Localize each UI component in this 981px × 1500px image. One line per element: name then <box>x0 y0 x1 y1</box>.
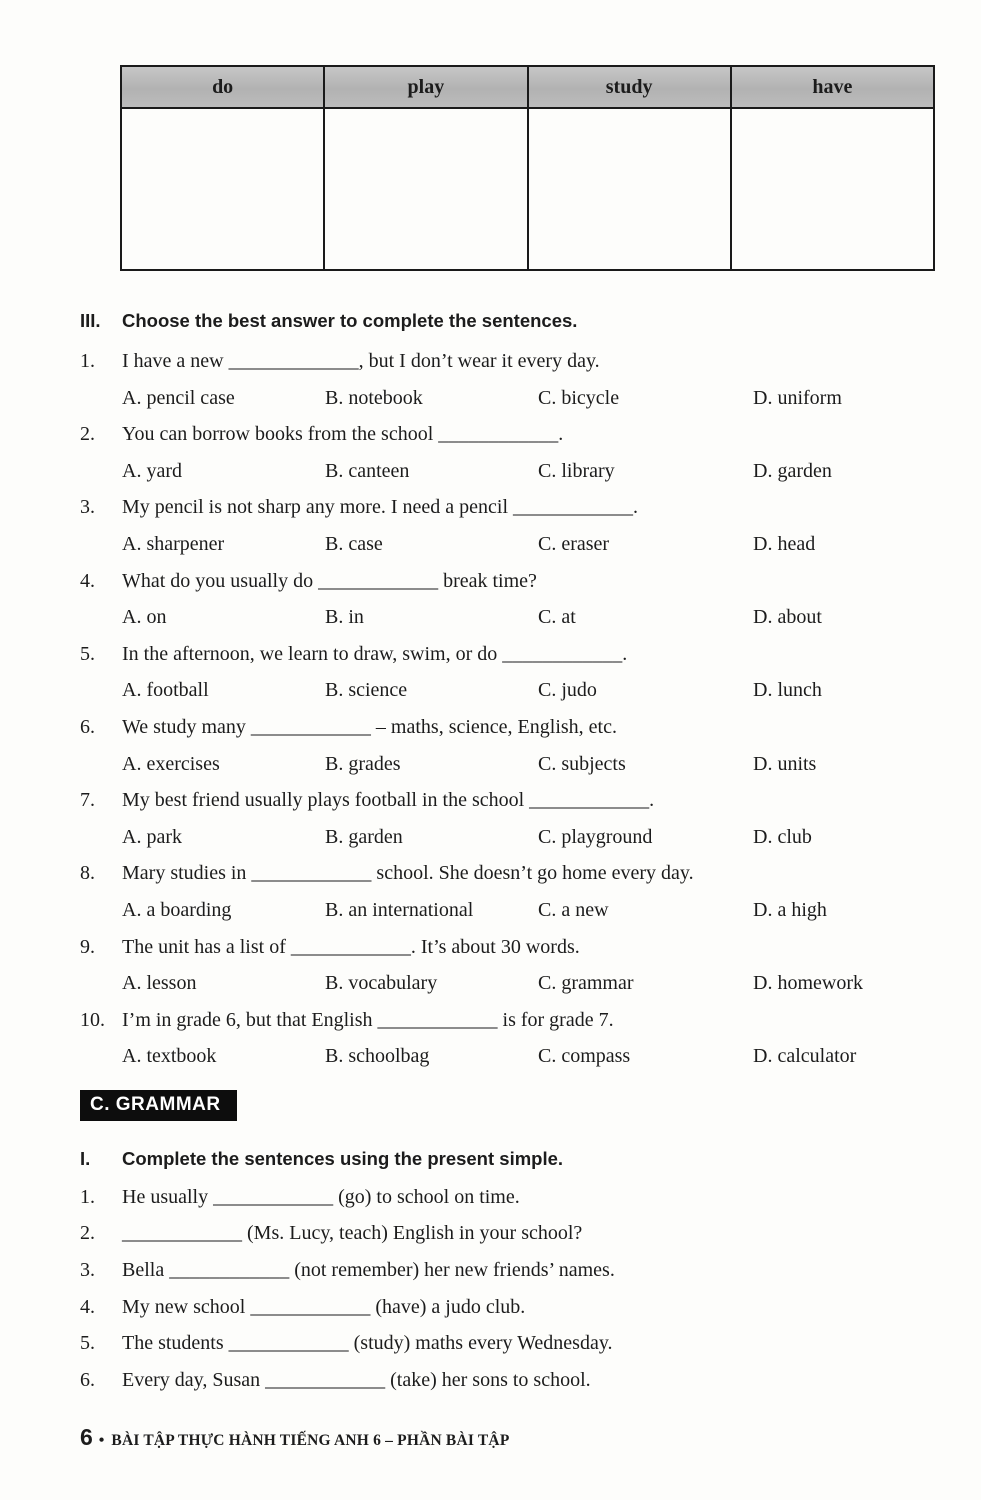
option-b: B. vocabulary <box>325 972 438 995</box>
question-number: 6. <box>80 715 95 738</box>
item-text: My new school ____________ (have) a judo club. <box>122 1295 526 1318</box>
grammar-item <box>80 1362 935 1399</box>
option-a: A. lesson <box>122 972 197 995</box>
option-d: D. uniform <box>753 386 842 409</box>
option-d: D. club <box>753 825 812 848</box>
item-number: 5. <box>80 1332 95 1355</box>
question-options <box>122 380 935 417</box>
footer-bullet: • <box>98 1432 105 1450</box>
option-a: A. park <box>122 825 182 848</box>
section-title: Choose the best answer to complete the sentences. <box>122 310 578 331</box>
item-number: 3. <box>80 1259 95 1282</box>
option-b: B. an international <box>325 898 474 921</box>
option-b: B. grades <box>325 752 401 775</box>
option-b: B. science <box>325 679 408 702</box>
option-c: C. bicycle <box>538 386 620 409</box>
option-d: D. calculator <box>753 1045 857 1068</box>
page-number: 6 <box>80 1424 93 1451</box>
verb-category-table <box>120 65 935 271</box>
question-number: 1. <box>80 350 95 372</box>
table-cell-empty <box>121 108 324 270</box>
option-a: A. football <box>122 679 209 702</box>
item-number: 6. <box>80 1368 95 1391</box>
question-options <box>122 965 935 1002</box>
question-number: 2. <box>80 423 95 446</box>
table-cell-empty <box>731 108 934 270</box>
grammar-item <box>80 1179 935 1216</box>
question-options <box>122 599 935 636</box>
question-text: You can borrow books from the school ____________. <box>122 423 564 446</box>
question-text: What do you usually do ____________ break time? <box>122 569 537 592</box>
question-row <box>80 782 935 819</box>
option-c: C. library <box>538 459 615 482</box>
table-header-do: do <box>121 66 324 108</box>
option-c: C. playground <box>538 825 653 848</box>
table-header-play: play <box>324 66 527 108</box>
option-d: D. head <box>753 532 816 555</box>
question-options <box>122 892 935 929</box>
option-a: A. pencil case <box>122 386 235 409</box>
question-number: 7. <box>80 789 95 812</box>
option-d: D. garden <box>753 459 832 482</box>
option-d: D. homework <box>753 972 863 995</box>
footer-book-title: BÀI TẬP THỰC HÀNH TIẾNG ANH 6 – PHẦN BÀI TẬP <box>111 1432 510 1450</box>
question-row <box>80 855 935 892</box>
question-text: The unit has a list of ____________. It’s about 30 words. <box>122 935 580 958</box>
grammar-item <box>80 1325 935 1362</box>
question-number: 4. <box>80 569 95 592</box>
grammar-section-banner: C. GRAMMAR <box>80 1090 237 1121</box>
grammar-item <box>80 1215 935 1252</box>
option-b: B. in <box>325 606 364 629</box>
option-a: A. textbook <box>122 1045 217 1068</box>
option-d: D. about <box>753 606 822 629</box>
option-a: A. sharpener <box>122 532 225 555</box>
item-text: Every day, Susan ____________ (take) her sons to school. <box>122 1368 591 1391</box>
grammar-subsection-heading <box>80 1145 935 1173</box>
question-options <box>122 746 935 783</box>
option-d: D. a high <box>753 898 827 921</box>
question-text: We study many ____________ – maths, science, English, etc. <box>122 715 617 738</box>
option-a: A. a boarding <box>122 898 232 921</box>
section-iii-heading <box>80 307 935 335</box>
option-d: D. lunch <box>753 679 822 702</box>
question-row <box>80 1002 935 1039</box>
option-c: C. compass <box>538 1045 631 1068</box>
question-text: My pencil is not sharp any more. I need a pencil ____________. <box>122 496 638 519</box>
table-header-study: study <box>528 66 731 108</box>
question-number: 10. <box>80 1008 105 1031</box>
page-footer <box>80 1424 935 1451</box>
option-a: A. yard <box>122 459 182 482</box>
question-options <box>122 819 935 856</box>
option-a: A. on <box>122 606 167 629</box>
option-c: C. grammar <box>538 972 634 995</box>
grammar-item <box>80 1289 935 1326</box>
question-row <box>80 416 935 453</box>
option-d: D. units <box>753 752 817 775</box>
option-b: B. notebook <box>325 386 423 409</box>
grammar-item <box>80 1252 935 1289</box>
question-text: In the afternoon, we learn to draw, swim, or do ____________. <box>122 642 628 665</box>
question-number: 3. <box>80 496 95 519</box>
option-c: C. subjects <box>538 752 626 775</box>
option-b: B. garden <box>325 825 403 848</box>
question-options <box>122 1038 935 1075</box>
item-text: ____________ (Ms. Lucy, teach) English in your school? <box>122 1222 583 1245</box>
subsection-number: I. <box>80 1147 91 1169</box>
table-body-row <box>121 108 934 270</box>
option-a: A. exercises <box>122 752 220 775</box>
item-number: 1. <box>80 1185 95 1208</box>
option-b: B. canteen <box>325 459 410 482</box>
multiple-choice-questions <box>80 343 935 1075</box>
question-number: 5. <box>80 642 95 665</box>
question-row <box>80 489 935 526</box>
option-c: C. at <box>538 606 576 629</box>
item-text: Bella ____________ (not remember) her new friends’ names. <box>122 1259 615 1282</box>
item-text: He usually ____________ (go) to school on time. <box>122 1185 520 1208</box>
item-text: The students ____________ (study) maths every Wednesday. <box>122 1332 613 1355</box>
question-text: Mary studies in ____________ school. She doesn’t go home every day. <box>122 862 694 885</box>
subsection-title: Complete the sentences using the present simple. <box>122 1147 564 1169</box>
table-cell-empty <box>324 108 527 270</box>
option-b: B. case <box>325 532 383 555</box>
section-number: III. <box>80 310 101 331</box>
question-text: I’m in grade 6, but that English ____________ is for grade 7. <box>122 1008 614 1031</box>
question-number: 8. <box>80 862 95 885</box>
option-b: B. schoolbag <box>325 1045 430 1068</box>
question-options <box>122 672 935 709</box>
question-text: I have a new _____________, but I don’t wear it every day. <box>122 350 600 372</box>
option-c: C. a new <box>538 898 609 921</box>
question-row <box>80 929 935 966</box>
question-text: My best friend usually plays football in the school ____________. <box>122 789 655 812</box>
table-header-row <box>121 66 934 108</box>
option-c: C. eraser <box>538 532 610 555</box>
question-options <box>122 453 935 490</box>
table-header-have: have <box>731 66 934 108</box>
item-number: 4. <box>80 1295 95 1318</box>
grammar-exercise-items <box>80 1179 935 1399</box>
item-number: 2. <box>80 1222 95 1245</box>
question-row <box>80 343 935 380</box>
question-row <box>80 563 935 600</box>
table-cell-empty <box>528 108 731 270</box>
question-row <box>80 636 935 673</box>
question-row <box>80 709 935 746</box>
question-options <box>122 526 935 563</box>
question-number: 9. <box>80 935 95 958</box>
option-c: C. judo <box>538 679 597 702</box>
